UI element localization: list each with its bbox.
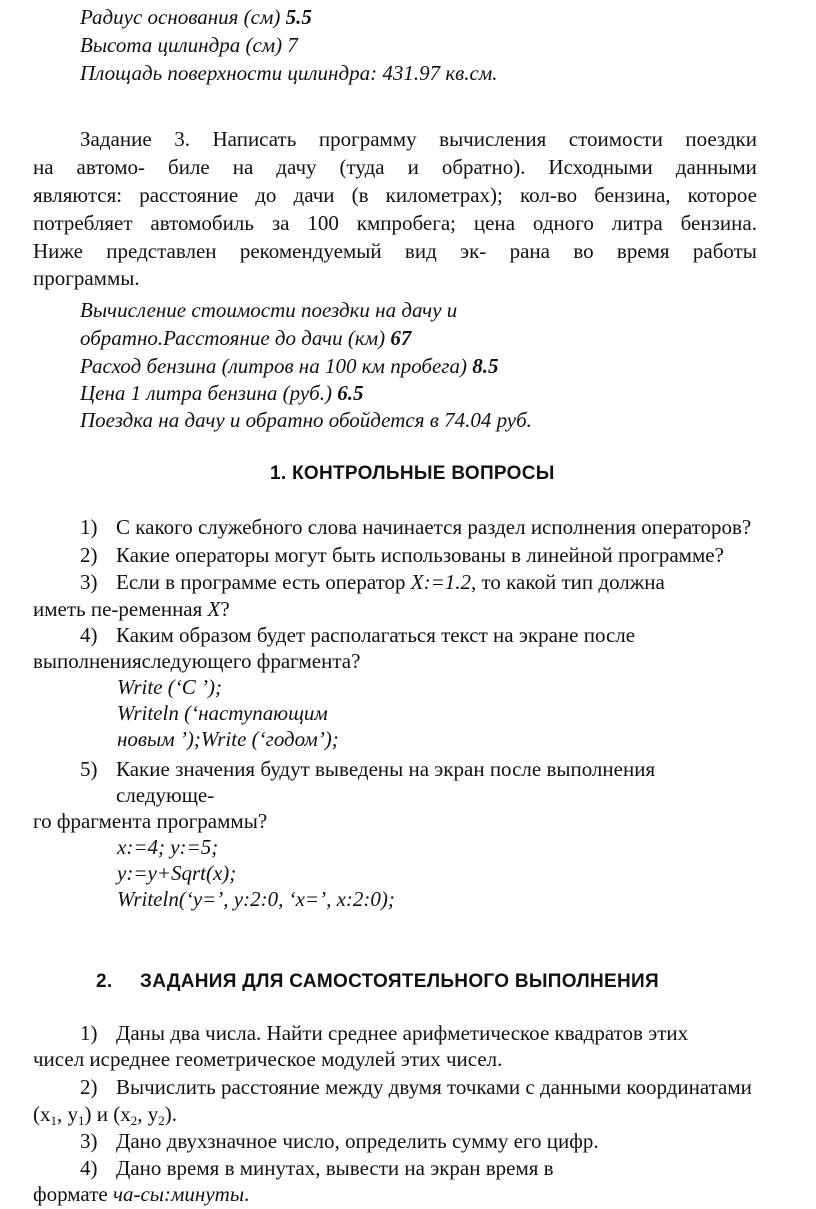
task3-word: Написать [212,127,297,151]
example2-line1: Вычисление стоимости поездки на дачу и [80,298,458,322]
distance-value: 67 [390,326,412,350]
task3-word: дачи [293,183,335,207]
task3-word: вычисления [439,127,547,151]
question-4-number: 4) [80,623,98,647]
question-3-mark: ? [220,597,230,621]
task-1-number: 1) [80,1021,98,1045]
task3-line2 [33,154,757,181]
task3-word: автомо- [76,155,146,179]
example2-line2 [80,325,411,352]
code-block-2-line1: x:=4; y:=5; [117,835,219,859]
task3-word: бензина, [594,183,671,207]
task-1 [80,1020,688,1047]
price-label: Цена 1 литра бензина (руб.) [80,381,332,405]
code-block-2-line2: y:=y+Sqrt(x); [117,861,237,885]
task3-word: 100 [307,211,339,235]
code-block-2-line3: Writeln(‘y=’, y:2:0, ‘x=’, x:2:0); [117,887,395,911]
example2-line3 [80,353,499,380]
coord-part-b: , y [57,1102,78,1126]
task-1-text: Даны два числа. Найти среднее арифметическое квадратов этих [116,1021,689,1045]
question-4-text: Каким образом будет располагаться текст на экране после [116,623,636,647]
example2-line4 [80,380,363,407]
question-1 [80,514,751,541]
coord-part-c: ) и (x [84,1102,131,1126]
task-4-line2 [33,1181,249,1208]
task-4-text: Дано время в минутах, вывести на экран время в [116,1156,554,1180]
task-2-number: 2) [80,1075,98,1099]
task3-word: (в [351,183,369,207]
task-2 [80,1074,752,1101]
task3-word: на [33,155,54,179]
question-3-line2-text: иметь пе-ременная [33,597,208,621]
task3-word: которое [687,183,757,207]
task3-word: дачу [276,155,317,179]
task3-word: во [573,239,594,263]
example1-line3: Площадь поверхности цилиндра: 431.97 кв.см. [80,61,498,85]
task3-word: до [255,183,277,207]
task-3-number: 3) [80,1129,98,1153]
task3-word: одного [532,211,594,235]
task-4-number: 4) [80,1156,98,1180]
task3-word: бензина. [680,211,757,235]
task3-word: Ниже [33,239,83,263]
task3-word: время [616,239,670,263]
question-3-number: 3) [80,570,98,594]
task3-line6: программы. [33,266,140,290]
task3-line3 [33,182,757,209]
task3-word: литра [611,211,663,235]
coord-sub-2: 1 [78,1113,85,1128]
question-5-text: Какие значения будут выведены на экран после выполнения [116,757,656,781]
question-2-text: Какие операторы могут быть использованы в линейной программе? [116,543,724,567]
task3-word: (туда [339,155,385,179]
task3-word: Задание [80,127,152,151]
task-4-line2-text: формате [33,1182,113,1206]
question-1-text: С какого служебного слова начинается раздел исполнения операторов? [116,515,752,539]
question-2 [80,542,724,569]
question-5-line3: го фрагмента программы? [33,809,268,833]
task-3-text: Дано двухзначное число, определить сумму его цифр. [116,1129,599,1153]
section1-heading: 1. КОНТРОЛЬНЫЕ ВОПРОСЫ [270,463,555,484]
task3-word: Исходными [548,155,653,179]
question-4 [80,622,635,649]
example1-line1 [80,4,312,31]
question-3-text-end: , то какой тип должна [471,570,665,594]
section2-heading-number: 2. [96,971,113,992]
task-2-line2 [33,1101,177,1128]
example1-line2: Высота цилиндра (см) 7 [80,33,298,57]
task-4-format: ча-сы:минуты [112,1182,245,1206]
task3-word: стоимости [568,127,663,151]
task3-word: километрах); [385,183,503,207]
code-block-1-line1: Write (‘C ’); [117,675,222,699]
task3-word: рекомендуемый [239,239,382,263]
code-block-1-line2: Writeln (‘наступающим [117,701,328,725]
coord-sub-1: 1 [50,1113,57,1128]
question-5 [80,756,655,783]
coord-part-e: ). [164,1102,177,1126]
task-4-period: . [244,1182,250,1206]
task3-word: цена [473,211,516,235]
question-4-line2: выполненияследующего фрагмента? [33,649,361,673]
coord-part-d: , y [137,1102,159,1126]
task-1-line2: чисел исреднее геометрическое модулей этих чисел. [33,1047,503,1071]
task3-word: рана [509,239,550,263]
question-3-line2 [33,596,230,623]
question-2-number: 2) [80,543,98,567]
question-5-number: 5) [80,757,98,781]
task3-word: расстояние [139,183,239,207]
task3-word: поездки [685,127,757,151]
task-4 [80,1155,554,1182]
task-3 [80,1128,599,1155]
task3-word: кол-во [519,183,578,207]
task3-word: представлен [106,239,217,263]
task3-line1 [80,126,757,153]
section2-heading: ЗАДАНИЯ ДЛЯ САМОСТОЯТЕЛЬНОГО ВЫПОЛНЕНИЯ [140,971,659,992]
task3-word: являются: [33,183,123,207]
fuel-label: Расход бензина (литров на 100 км пробега) [80,354,467,378]
code-block-1-line3: новым ’);Write (‘годом’); [117,727,339,751]
task3-word: биле [168,155,210,179]
coord-sub-3: 2 [130,1113,138,1128]
coord-part-a: (x [33,1102,51,1126]
task3-word: данными [675,155,757,179]
coord-sub-4: 2 [158,1113,165,1128]
question-3 [80,569,665,596]
radius-label: Радиус основания (см) [80,5,281,29]
task3-word: кмпробега; [356,211,456,235]
task3-word: на [232,155,254,179]
task-2-text: Вычислить расстояние между двумя точками с данными координатами [116,1075,752,1099]
task3-line4 [33,210,757,237]
task3-word: работы [692,239,757,263]
question-3-code: X:=1.2 [410,570,472,594]
task3-word: вид [404,239,437,263]
example2-line5: Поездка на дачу и обратно обойдется в 74.04 руб. [80,408,532,432]
question-3-text: Если в программе есть оператор [116,570,411,594]
distance-label: обратно.Расстояние до дачи (км) [80,326,386,350]
fuel-value: 8.5 [472,354,499,378]
task3-word: за [271,211,290,235]
task3-word: автомобиль [150,211,254,235]
task3-line5 [33,238,757,265]
task3-word: эк- [460,239,487,263]
price-value: 6.5 [337,381,364,405]
task3-word: потребляет [33,211,133,235]
question-5-line2: следующе- [116,783,215,807]
task3-word: 3. [174,127,190,151]
task3-word: программу [318,127,417,151]
task3-word: обратно). [441,155,526,179]
radius-value: 5.5 [285,5,312,29]
task3-word: и [407,155,419,179]
question-1-number: 1) [80,515,98,539]
question-3-variable: X [207,597,221,621]
